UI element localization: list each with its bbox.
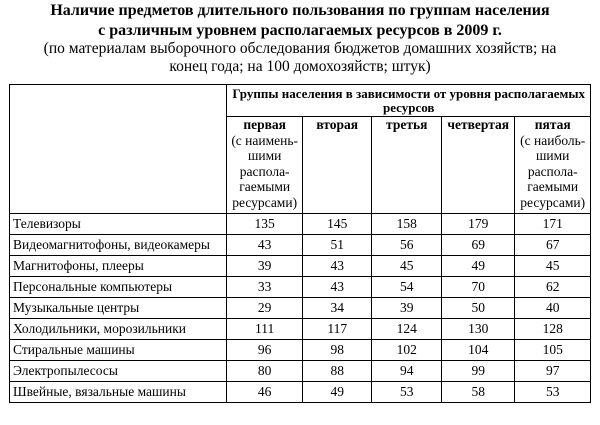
table-cell: 105 (515, 340, 591, 361)
table-cell: 50 (441, 298, 514, 319)
row-label: Телевизоры (10, 214, 227, 235)
table-row (10, 340, 591, 361)
table-row (10, 298, 591, 319)
table-cell: 39 (227, 256, 303, 277)
table-cell: 53 (515, 382, 591, 403)
row-label: Холодильники, морозильники (10, 319, 227, 340)
column-name: первая (243, 117, 286, 132)
table-row (10, 214, 591, 235)
table-cell: 56 (372, 235, 442, 256)
table-cell: 43 (302, 256, 372, 277)
table-cell: 58 (441, 382, 514, 403)
row-label: Персональные компьютеры (10, 277, 227, 298)
table-cell: 39 (372, 298, 442, 319)
column-header-4 (441, 117, 514, 214)
table-cell: 158 (372, 214, 442, 235)
table-cell: 49 (302, 382, 372, 403)
table-cell: 96 (227, 340, 303, 361)
row-label: Швейные, вязальные машины (10, 382, 227, 403)
table-cell: 49 (441, 256, 514, 277)
table-row (10, 256, 591, 277)
table-cell: 62 (515, 277, 591, 298)
table-cell: 46 (227, 382, 303, 403)
table-cell: 179 (441, 214, 514, 235)
subtitle-line-2: конец года; на 100 домохозяйств; штук) (169, 58, 431, 75)
table-cell: 45 (372, 256, 442, 277)
table-cell: 70 (441, 277, 514, 298)
table-row (10, 277, 591, 298)
table-cell: 43 (227, 235, 303, 256)
table-cell: 40 (515, 298, 591, 319)
table-cell: 45 (515, 256, 591, 277)
table-cell: 69 (441, 235, 514, 256)
table-cell: 98 (302, 340, 372, 361)
column-header-3 (372, 117, 442, 214)
column-name: вторая (316, 117, 359, 132)
table-cell: 135 (227, 214, 303, 235)
table-corner-cell (10, 85, 227, 214)
title-line-1: Наличие предметов длительного пользования по группам населения (50, 2, 550, 19)
table-body (10, 214, 591, 403)
table-cell: 29 (227, 298, 303, 319)
column-header-2 (302, 117, 372, 214)
table-cell: 111 (227, 319, 303, 340)
column-name: пятая (534, 117, 571, 132)
table-cell: 171 (515, 214, 591, 235)
column-header-1 (227, 117, 303, 214)
column-header-5 (515, 117, 591, 214)
table-cell: 130 (441, 319, 514, 340)
table-row (10, 319, 591, 340)
column-name: третья (386, 117, 428, 132)
row-label: Видеомагнитофоны, видеокамеры (10, 235, 227, 256)
table-cell: 102 (372, 340, 442, 361)
row-label: Музыкальные центры (10, 298, 227, 319)
title-line-2: с различным уровнем располагаемых ресурсов в 2009 г. (98, 22, 502, 39)
table-cell: 88 (302, 361, 372, 382)
table-cell: 34 (302, 298, 372, 319)
table-cell: 54 (372, 277, 442, 298)
table-row (10, 361, 591, 382)
row-label: Стиральные машины (10, 340, 227, 361)
table-row (10, 382, 591, 403)
group-header: Группы населения в зависимости от уровня располагаемых ресурсов (227, 85, 591, 117)
table-cell: 94 (372, 361, 442, 382)
table-cell: 99 (441, 361, 514, 382)
table-cell: 145 (302, 214, 372, 235)
column-note: (с наимень-шими распола-гаемыми ресурсами) (231, 132, 299, 210)
table-cell: 117 (302, 319, 372, 340)
subtitle-line-1: (по материалам выборочного обследования бюджетов домашних хозяйств; на (43, 40, 557, 57)
table-cell: 33 (227, 277, 303, 298)
table-cell: 67 (515, 235, 591, 256)
table-cell: 124 (372, 319, 442, 340)
data-table (9, 84, 591, 403)
table-cell: 80 (227, 361, 303, 382)
table-cell: 43 (302, 277, 372, 298)
table-cell: 97 (515, 361, 591, 382)
row-label: Электропылесосы (10, 361, 227, 382)
table-cell: 104 (441, 340, 514, 361)
column-note: (с наиболь-шими распола-гаемыми ресурсами) (520, 132, 586, 210)
table-cell: 53 (372, 382, 442, 403)
table-cell: 128 (515, 319, 591, 340)
table-cell: 51 (302, 235, 372, 256)
column-name: четвертая (447, 117, 510, 132)
row-label: Магнитофоны, плееры (10, 256, 227, 277)
table-row (10, 235, 591, 256)
